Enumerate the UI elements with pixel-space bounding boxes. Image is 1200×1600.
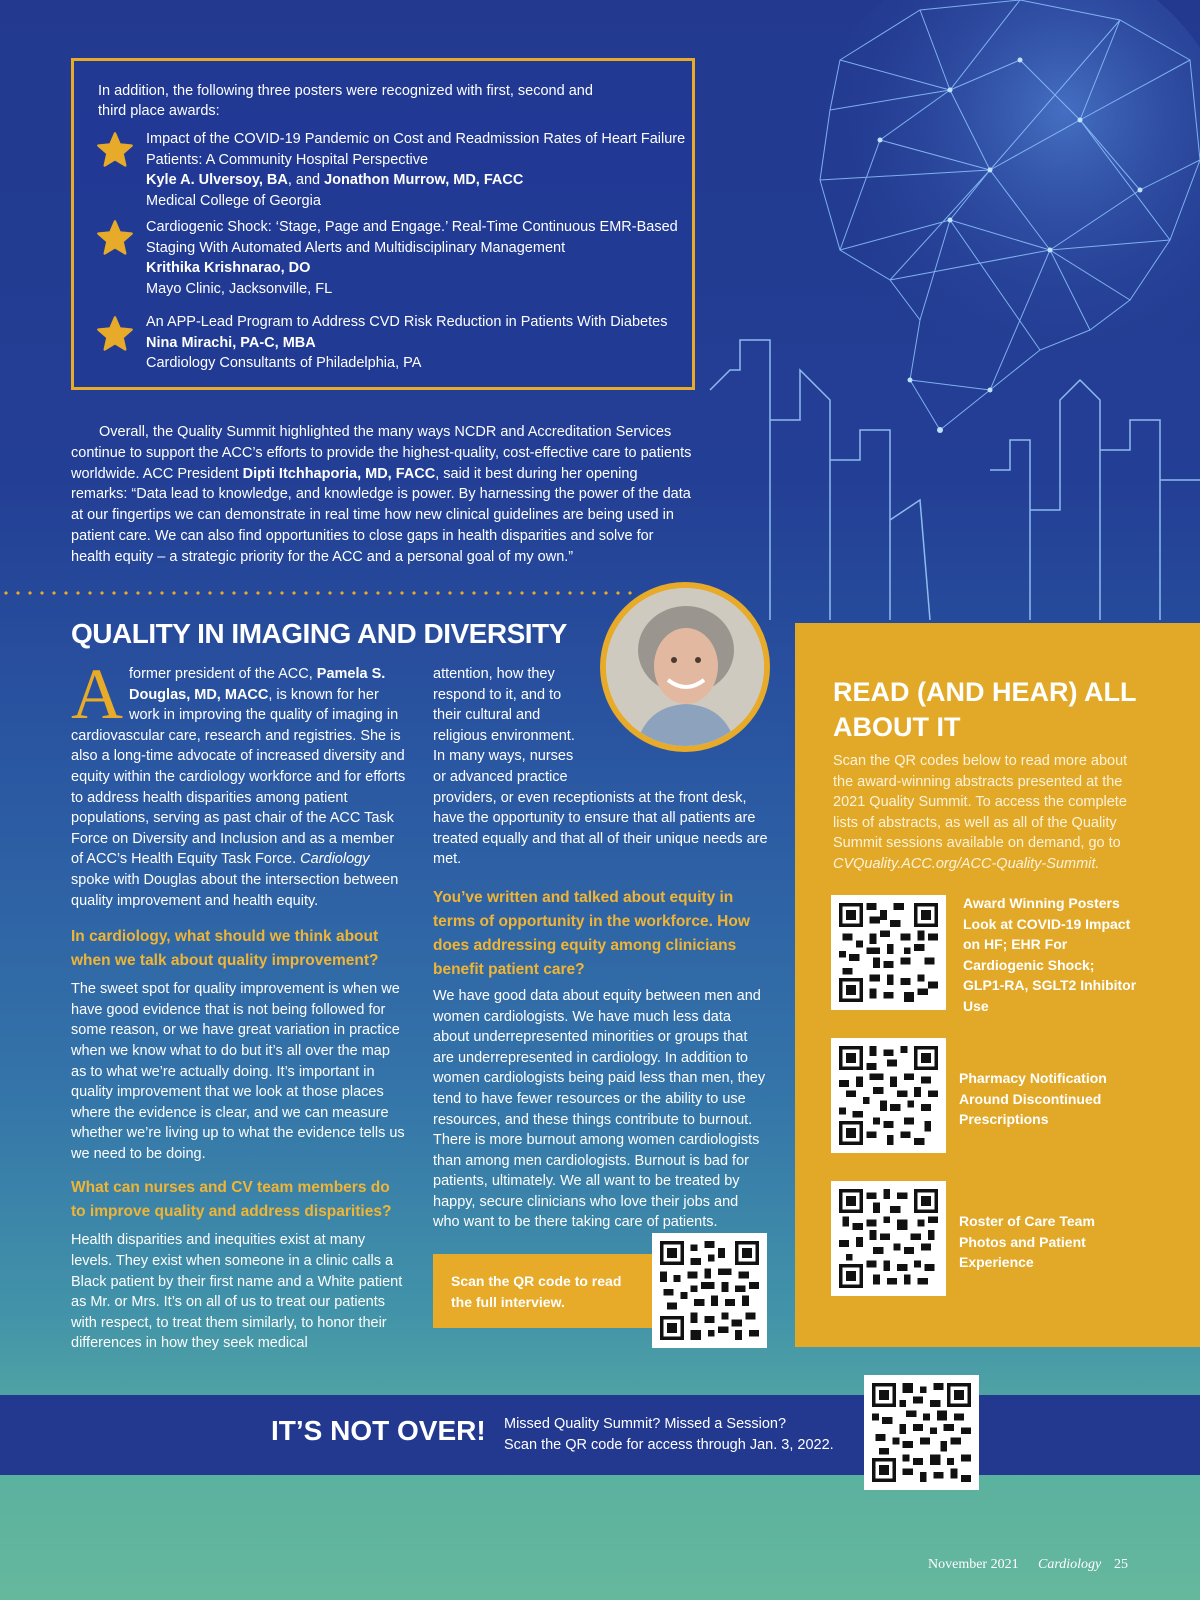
award-institution: Cardiology Consultants of Philadelphia, PA bbox=[146, 355, 422, 371]
award-author: Krithika Krishnarao, DO bbox=[146, 260, 311, 276]
qr-code-icon bbox=[839, 1046, 938, 1145]
drop-cap: A bbox=[71, 654, 123, 734]
banner-text bbox=[504, 1414, 864, 1456]
banner-heading: IT’S NOT OVER! bbox=[271, 1415, 486, 1446]
article-middle-column bbox=[433, 664, 768, 1233]
its-not-over-banner bbox=[0, 1395, 1200, 1475]
overall-name: Dipti Itchhaporia, MD, FACC bbox=[242, 465, 436, 482]
wireframe-head-illustration bbox=[690, 0, 1200, 620]
intro-text: spoke with Douglas about the intersection between quality improvement and health equity. bbox=[71, 871, 399, 909]
award-author: Kyle A. Ulversoy, BA bbox=[146, 172, 288, 188]
awards-qr-code[interactable] bbox=[831, 895, 946, 1010]
article-left-column bbox=[71, 654, 406, 1354]
overall-text: Overall, the Quality Summit highlighted the many ways NCDR and Accreditation Services continue to support the ACC’s efforts to provide the highest-quality, cost-effective care to patients worldwide. ACC President bbox=[71, 424, 692, 482]
dotted-divider bbox=[0, 591, 640, 595]
award-author: Nina Mirachi, PA-C, MBA bbox=[146, 334, 316, 351]
qr-code-icon bbox=[660, 1241, 759, 1340]
intro-name: Pamela S. Douglas, MD, MACC bbox=[129, 666, 386, 703]
intro-magazine: Cardiology bbox=[300, 851, 370, 868]
banner-line: Scan the QR code for access through Jan. 3, 2022. bbox=[504, 1437, 834, 1453]
award-title: An APP-Lead Program to Address CVD Risk Reduction in Patients With Diabetes bbox=[146, 314, 668, 330]
qr-code-icon bbox=[872, 1383, 971, 1482]
question-1: In cardiology, what should we think about when we talk about quality improvement? bbox=[71, 928, 379, 970]
answer-2-part-1: Health disparities and inequities exist at many levels. They exist when someone in a clinic calls a Black patient by their first name and a White patient as Mr. or Mrs. It’s on all of us to treat our patients with respect, to treat them similarly, to honor their differences in how they seek medical bbox=[71, 1232, 403, 1352]
answer-2-text: attention, how they respond to it, and to their cultural and religious environment. In many ways, nurses or advanced practice providers, or even receptionists at the front desk, have the opportunity to ensure that all patients are treated equally and that all of their unique needs are met. bbox=[433, 666, 768, 868]
question-2: What can nurses and CV team members do to improve quality and address disparities? bbox=[71, 1179, 392, 1221]
sidebar-body-text: Scan the QR codes below to read more about the award-winning abstracts presented at the 2021 Quality Summit. To access the complete lists of abstracts, as well as all of the Quality Summit sessions available on demand, go to bbox=[833, 753, 1128, 852]
session-access-qr-code[interactable] bbox=[864, 1375, 979, 1490]
award-title: Impact of the COVID-19 Pandemic on Cost and Readmission Rates of Heart Failure Patients: A Community Hospital Perspective bbox=[146, 131, 686, 168]
footer-date: November 2021 bbox=[928, 1557, 1019, 1572]
award-item-3 bbox=[146, 312, 686, 374]
sidebar-link[interactable]: CVQuality.ACC.org/ACC-Quality-Summit. bbox=[833, 855, 1100, 872]
article-heading: QUALITY IN IMAGING AND DIVERSITY bbox=[71, 618, 567, 649]
awards-box bbox=[71, 58, 695, 390]
sidebar-heading: READ (AND HEAR) ALL ABOUT IT bbox=[833, 677, 1136, 742]
star-icon bbox=[96, 219, 134, 257]
roster-qr-label: Roster of Care Team Photos and Patient Experience bbox=[959, 1213, 1095, 1270]
award-institution: Medical College of Georgia bbox=[146, 192, 321, 209]
award-item-2 bbox=[146, 217, 686, 299]
banner-line: Missed Quality Summit? Missed a Session? bbox=[504, 1416, 787, 1432]
intro-paragraph bbox=[71, 654, 406, 911]
sidebar-body bbox=[833, 751, 1133, 875]
answer-1: The sweet spot for quality improvement is when we have good evidence that is not being followed for some reason, or we have great variation in practice when we know what to do but it’s all over the map as to what we’re actually doing. It’s important in quality improvement that we look at those places where the evidence is clear, and we can measure whether we’re living up to what the evidence tells us we need to be doing. bbox=[71, 981, 405, 1162]
awards-qr-label: Award Winning Posters Look at COVID-19 Impact on HF; EHR For Cardiogenic Shock; GLP1-RA, SGLT2 Inhibitor Use bbox=[963, 895, 1137, 1014]
footer-page-number: 25 bbox=[1114, 1557, 1128, 1572]
awards-intro: In addition, the following three posters were recognized with first, second and third place awards: bbox=[98, 83, 593, 119]
award-joiner: , and bbox=[287, 172, 325, 188]
answer-3: We have good data about equity between men and women cardiologists. We have much less data about underrepresented minorities or groups that are underrepresented in cardiology. In addition to women cardiologists being paid less than men, they tend to have fewer resources or the ability to use resources, and these things contribute to burnout. There is more burnout among women cardiologists than among men cardiologists. Burnout is bad for patients, ultimately. We all want to be treated by happy, secure clinicians who love their jobs and who want to be there taking care of patients. bbox=[433, 987, 766, 1231]
qr-code-icon bbox=[839, 903, 938, 1002]
award-item-1 bbox=[146, 129, 686, 211]
answer-2-part-2 bbox=[433, 664, 768, 870]
overall-text: , said it best during her opening remarks: “Data lead to knowledge, and knowledge is power. By harnessing the power of the data at our fingertips we can demonstrate in real time how new clinical guidelines are being used in patient care. We can also find opportunities to close gaps in health disparities and solve for health equity – a strategic priority for the ACC and a personal goal of my own.” bbox=[71, 465, 691, 565]
award-institution: Mayo Clinic, Jacksonville, FL bbox=[146, 280, 333, 297]
award-title: Cardiogenic Shock: ‘Stage, Page and Engage.’ Real-Time Continuous EMR-Based Staging With Automated Alerts and Multidisciplinary Management bbox=[146, 219, 678, 256]
pharmacy-qr-label: Pharmacy Notification Around Discontinued Prescriptions bbox=[959, 1070, 1107, 1127]
award-author: Jonathon Murrow, MD, FACC bbox=[324, 172, 524, 188]
intro-text: , is known for her work in improving the quality of imaging in cardiovascular care, research and registries. She is also a long-time advocate of increased diversity and equity within the cardiology workforce and for efforts to address health disparities among patient populations, serving as past chair of the ACC Task Force on Diversity and Inclusion and as a member of ACC’s Health Equity Task Force. bbox=[71, 686, 406, 868]
star-icon bbox=[96, 131, 134, 169]
roster-qr-code[interactable] bbox=[831, 1181, 946, 1296]
interview-qr-code[interactable] bbox=[652, 1233, 767, 1348]
qr-code-icon bbox=[839, 1189, 938, 1288]
sidebar-panel bbox=[795, 623, 1200, 1347]
star-icon bbox=[96, 315, 134, 353]
intro-text: former president of the ACC, bbox=[129, 666, 317, 682]
overall-paragraph bbox=[71, 422, 696, 568]
footer-magazine: Cardiology bbox=[1038, 1557, 1102, 1572]
interview-cta: Scan the QR code to read the full interview. bbox=[433, 1254, 653, 1328]
pharmacy-qr-code[interactable] bbox=[831, 1038, 946, 1153]
question-3: You’ve written and talked about equity in terms of opportunity in the workforce. How does addressing equity among clinicians benefit patient care? bbox=[433, 888, 750, 978]
